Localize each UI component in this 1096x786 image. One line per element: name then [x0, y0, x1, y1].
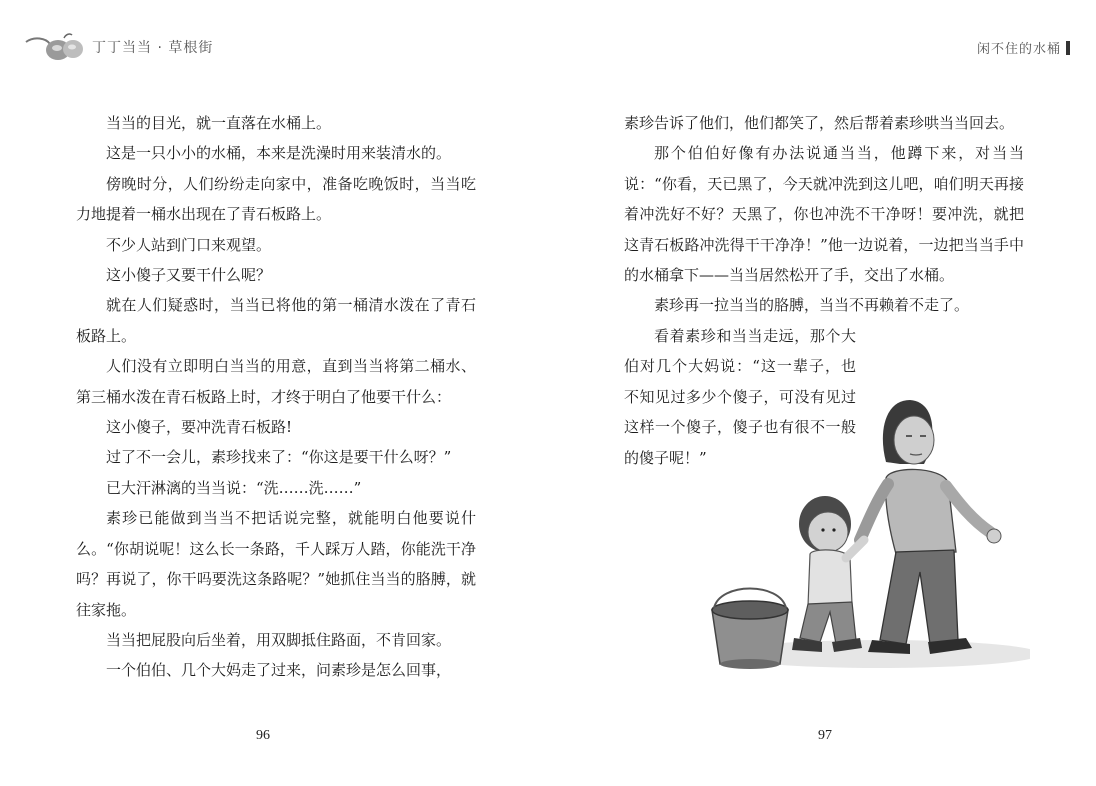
paragraph: 已大汗淋漓的当当说：“洗……洗……” — [106, 478, 362, 497]
paragraph: 这小傻子，要冲洗青石板路! — [106, 418, 293, 437]
paragraph: 素珍已能做到当当不把话说完整，就能明白他要说什么。“你胡说呢！这么长一条路，千人踩万人踏，你能洗干净吗？再说了，你干吗要洗这条路呢？”她抓住当当的胳膊，就往家拖。 — [76, 509, 476, 619]
paragraph: 素珍再一拉当当的胳膊，当当不再赖着不走了。 — [654, 296, 970, 315]
left-page-text — [76, 108, 476, 686]
paragraph: 一个伯伯、几个大妈走了过来，问素珍是怎么回事， — [106, 661, 452, 680]
paragraph: 傍晚时分，人们纷纷走向家中，准备吃晚饭时，当当吃力地提着一桶水出现在了青石板路上。 — [76, 174, 476, 224]
running-header-left — [24, 30, 213, 64]
paragraph: 过了不一会儿，素珍找来了：“你这是要干什么呀？” — [106, 448, 452, 467]
continued-paragraph: 素珍告诉了他们，他们都笑了，然后帮着素珍哄当当回去。 — [624, 114, 1015, 132]
woman-figure — [860, 400, 1001, 654]
page-number-right: 97 — [818, 728, 832, 743]
paragraph: 那个伯伯好像有办法说通当当，他蹲下来，对当当说：“你看，天已黑了，今天就冲洗到这儿吧，咱们明天再接着冲洗好不好？天黑了，你也冲洗不干净呀！要冲洗，就把这青石板路冲洗得干干净净！”他一边说着，一边把当当手中的水桶拿下——当当居然松开了手，交出了水桶。 — [624, 144, 1024, 285]
paragraph: 就在人们疑惑时，当当已将他的第一桶清水泼在了青石板路上。 — [76, 296, 476, 345]
series-title: 丁丁当当 · 草根街 — [92, 40, 214, 56]
header-bar-mark — [1066, 41, 1070, 55]
paragraph: 当当把屁股向后坐着，用双脚抵住路面，不肯回家。 — [106, 630, 452, 649]
illustration-woman-child-bucket — [700, 382, 1030, 682]
child-figure — [792, 496, 864, 652]
page-number-left: 96 — [256, 728, 270, 743]
chapter-title: 闲不住的水桶 — [976, 42, 1061, 57]
paragraph: 不少人站到门口来观望。 — [106, 235, 272, 254]
right-page-text — [624, 108, 1024, 321]
paragraph: 这小傻子又要干什么呢？ — [106, 266, 272, 285]
paragraph: 这是一只小小的水桶，本来是洗澡时用来装清水的。 — [106, 144, 452, 163]
bucket-illustration — [712, 589, 788, 670]
paragraph: 人们没有立即明白当当的用意，直到当当将第二桶水、第三桶水泼在青石板路上时，才终于明白了他要干什么： — [76, 357, 476, 406]
paragraph: 当当的目光，就一直落在水桶上。 — [106, 114, 332, 132]
gourd-logo-icon — [24, 30, 86, 64]
running-header-right — [977, 38, 1070, 57]
paragraph: 看着素珍和当当走远，那个大伯对几个大妈说：“这一辈子，也不知见过多少个傻子，可没有见过这样一个傻子，傻子也有很不一般的傻子呢！” — [624, 327, 856, 467]
